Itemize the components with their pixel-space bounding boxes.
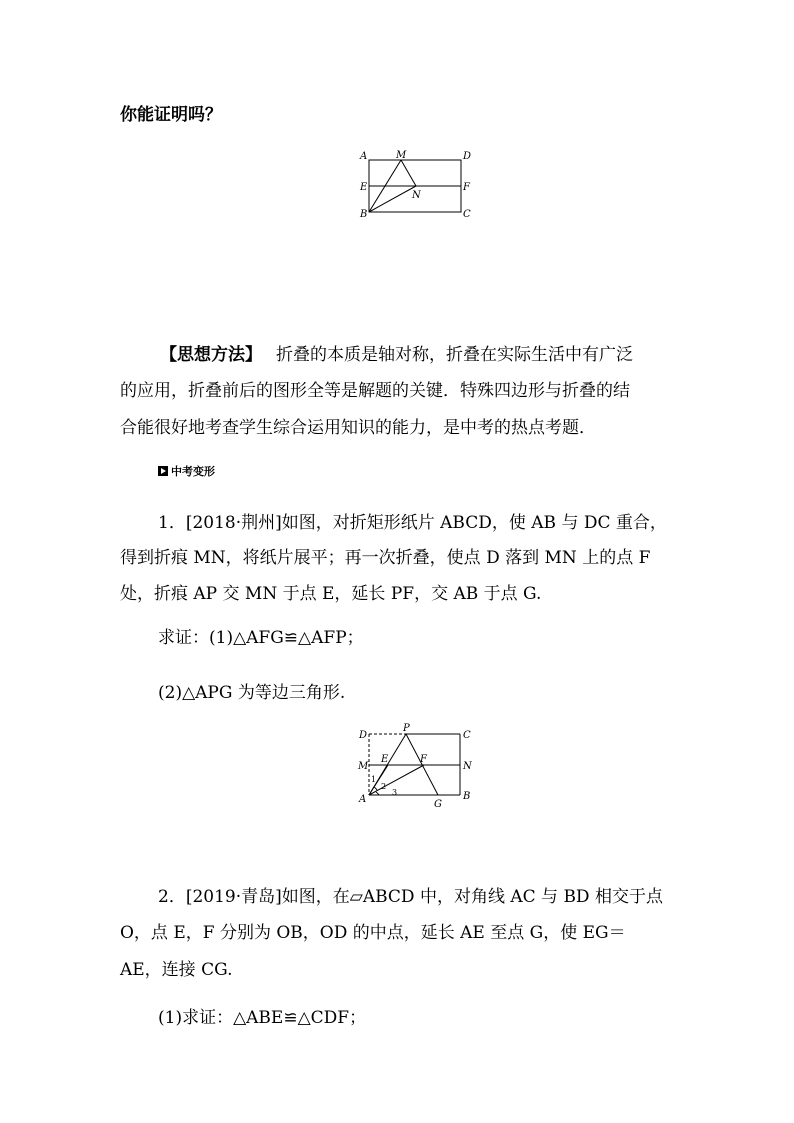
- method-line-2: 的应用，折叠前后的图形全等是解题的关键．特殊四边形与折叠的结: [120, 381, 630, 401]
- method-line-3: 合能很好地考查学生综合运用知识的能力，是中考的热点考题．: [120, 418, 596, 438]
- intro-question: 你能证明吗？: [120, 105, 222, 125]
- fig2-label-n: N: [463, 761, 472, 772]
- problem1-line-1: 1．[2018·荆州]如图，对折矩形纸片 ABCD，使 AB 与 DC 重合，: [158, 513, 667, 533]
- fig2-label-c: C: [463, 730, 471, 741]
- fig1-label-d: D: [463, 151, 472, 162]
- fig2-label-b: B: [463, 791, 471, 802]
- problem1-line-3: 处，折痕 AP 交 MN 于点 E，延长 PF，交 AB 于点 G.: [120, 584, 542, 604]
- problem2-line-1: 2．[2019·青岛]如图，在▱ABCD 中，对角线 AC 与 BD 相交于点: [158, 887, 663, 907]
- problem2-line-2: O，点 E，F 分别为 OB，OD 的中点，延长 AE 至点 G，使 EG＝: [120, 923, 626, 943]
- fig1-label-m: M: [396, 150, 407, 161]
- fig1-label-c: C: [463, 209, 471, 220]
- fig2-label-a: A: [359, 794, 367, 805]
- fig2-angle-1: 1: [371, 775, 377, 784]
- fig2-angle-2: 2: [381, 782, 387, 791]
- fig2-label-p: P: [403, 723, 410, 734]
- play-icon: [158, 466, 168, 476]
- fig1-label-a: A: [360, 151, 368, 162]
- method-heading: 【思想方法】: [160, 345, 262, 365]
- fig2-label-m: M: [358, 761, 369, 772]
- fig2-label-e: E: [381, 754, 389, 765]
- problem2-part-1: (1)求证：△ABE≌△CDF；: [158, 1008, 367, 1028]
- fig1-label-f: F: [463, 182, 470, 193]
- section-tag: [158, 463, 215, 479]
- method-line-1: [120, 340, 633, 365]
- problem2-line-3: AE，连接 CG.: [120, 960, 233, 980]
- fig2-label-f: F: [420, 754, 427, 765]
- fig1-label-b: B: [360, 209, 368, 220]
- problem1-part-1: 求证：(1)△AFG≌△AFP；: [158, 628, 364, 648]
- figure-2: [354, 722, 478, 814]
- fig2-label-g: G: [434, 799, 442, 810]
- section-tag-label: 中考变形: [171, 465, 215, 478]
- figure-1: [355, 148, 475, 220]
- method-text-1: 折叠的本质是轴对称，折叠在实际生活中有广泛: [276, 345, 633, 365]
- fig1-label-e: E: [360, 182, 368, 193]
- fig2-label-d: D: [359, 730, 368, 741]
- fig2-angle-3: 3: [392, 788, 398, 797]
- fig1-label-n: N: [412, 190, 421, 201]
- problem1-part-2: (2)△APG 为等边三角形.: [158, 683, 346, 703]
- problem1-line-2: 得到折痕 MN，将纸片展平；再一次折叠，使点 D 落到 MN 上的点 F: [120, 548, 651, 568]
